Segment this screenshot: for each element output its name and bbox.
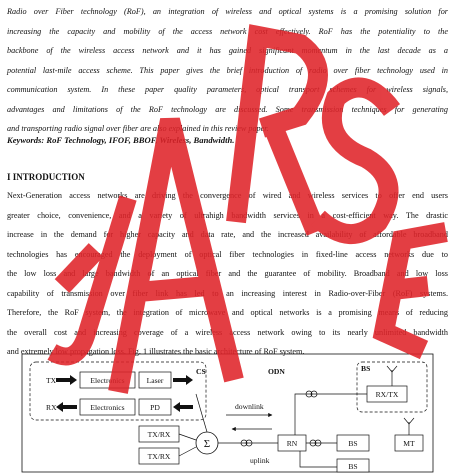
abstract-line: potential last-mile access scheme. This paper gives the brief introduction of radio over fiber technology used in [7, 65, 448, 75]
rn-label: RN [286, 439, 298, 448]
keywords: Keywords: RoF Technology, IFOF, BBOF, Wireless, Bandwidth. [7, 135, 235, 145]
electronics-top-label: Electronics [90, 376, 125, 385]
intro-line: capability of transmission over fiber link has led to an increasing interest in Radio-over-Fiber (RoF) systems. [7, 288, 448, 298]
pd-in-arrow [173, 402, 193, 412]
intro-line: Next-Generation access networks are driving the convergence of wired and wireless services to offer end users [7, 191, 448, 200]
txrx1-to-combiner [179, 434, 196, 440]
pd-label: PD [150, 403, 160, 412]
laser-out-arrow [173, 375, 193, 385]
txrx-2-label: TX/RX [147, 452, 171, 461]
odn-label: ODN [268, 367, 285, 376]
rof-architecture-diagram [0, 352, 455, 474]
bs-2-label: BS [348, 439, 358, 448]
abstract-line: increasing the capacity and mobility of the access network cost effectively. RoF has the potentiality to the [7, 26, 448, 36]
intro-line: and extremely low propagation loss. Fig. 1 illustrates the basic architecture of RoF system. [7, 347, 305, 356]
intro-line: increase in the demand for higher capacity and data rate, and the increased availability of affordable broadband [7, 230, 448, 239]
abstract-line: Radio over Fiber technology (RoF), an integration of wireless and optical systems is a promising solution for [7, 7, 448, 16]
rn-to-bs-bottom-fiber [300, 451, 337, 467]
sigma-symbol: Σ [203, 438, 211, 450]
mt-label: MT [403, 439, 415, 448]
abstract-paragraph [7, 2, 448, 139]
bs-label: BS [361, 364, 371, 373]
rx-arrow [56, 402, 77, 412]
txrx2-to-combiner [179, 447, 196, 456]
uplink-label: uplink [250, 456, 270, 465]
introduction-paragraph [7, 186, 448, 362]
txrx-1-label: TX/RX [147, 430, 171, 439]
laser-label: Laser [146, 376, 164, 385]
tx-arrow [56, 375, 77, 385]
section-heading: I INTRODUCTION [7, 172, 85, 182]
abstract-line: backbone of the wireless access network and it has gained significant momentum in the last decade as a [7, 46, 448, 55]
tx-label: TX [46, 376, 57, 385]
electronics-bottom-label: Electronics [90, 403, 125, 412]
intro-line: greater choice, convenience, and a variety of ultrahigh bandwidth services in a cost-efficient way. The drastic [7, 210, 448, 220]
abstract-line: and transporting radio signal over fiber are also explained in this review paper. [7, 124, 269, 133]
rx-label: RX [46, 403, 57, 412]
downlink-label: downlink [235, 402, 264, 411]
abstract-line: communication system. In these paper quality parameters, optical transport schemes for wireless signals, [7, 85, 448, 94]
cs-to-combiner-line [196, 394, 207, 432]
intro-line: the low loss and large bandwidth of an optical fiber and the guarantee of mobility. Broadband and low loss [7, 269, 448, 278]
cs-label: CS [196, 367, 206, 376]
bs-3-label: BS [348, 462, 358, 471]
rn-to-bs-top-fiber [295, 394, 367, 435]
intro-line: Therefore, the RoF system, the integration of microwave and optical networks is a promising means of reducing [7, 308, 448, 317]
intro-line: technologies has encouraged the deployment of optical fiber technologies in fixed-line access networks due to [7, 249, 448, 259]
intro-line: the overall cost and increasing coverage of a wireless access network owing to its nearly unlimited bandwidth [7, 327, 448, 337]
abstract-line: advantages and limitations of the RoF technology are discussed. Some transmission techniques for generating [7, 104, 448, 114]
bs-rxtx-label: RX/TX [375, 390, 399, 399]
